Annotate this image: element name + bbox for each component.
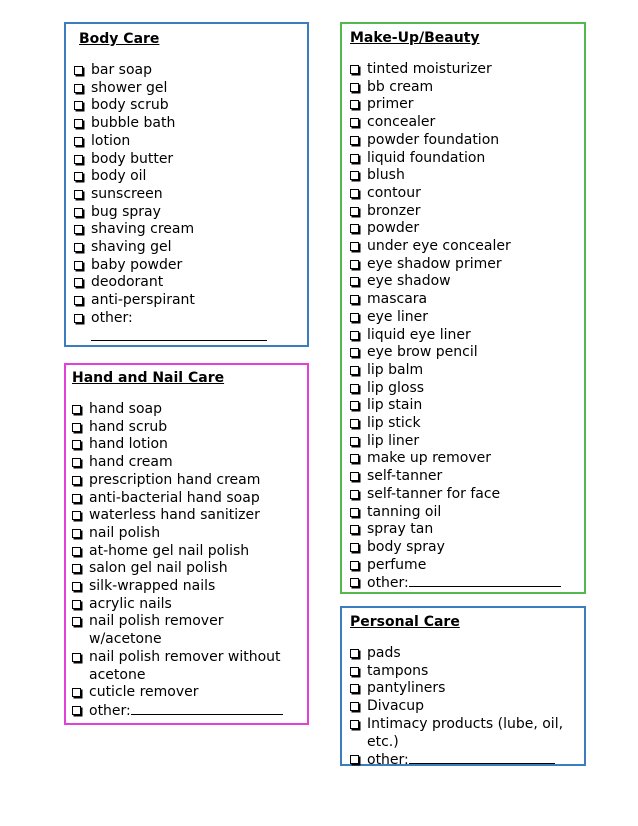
- checkbox-icon[interactable]: [72, 547, 81, 556]
- checklist-item: [350, 220, 576, 238]
- checklist-item: [350, 645, 576, 663]
- checklist-item: [350, 327, 576, 345]
- item-label: make up remover: [367, 450, 492, 467]
- item-label: other:: [367, 575, 409, 592]
- item-label: Divacup: [367, 698, 424, 715]
- item-label: body spray: [367, 538, 445, 555]
- item-label: primer: [367, 96, 414, 113]
- checkbox-icon[interactable]: [350, 348, 359, 357]
- item-label: waterless hand sanitizer: [89, 507, 260, 524]
- checklist-item: [74, 168, 299, 186]
- checkbox-icon[interactable]: [74, 261, 83, 270]
- item-label: other:: [89, 702, 131, 719]
- checkbox-icon[interactable]: [350, 207, 359, 216]
- item-label: shaving cream: [91, 221, 195, 238]
- item-label: salon gel nail polish: [89, 560, 228, 577]
- checkbox-icon[interactable]: [350, 242, 359, 251]
- item-label: powder foundation: [367, 131, 500, 148]
- checkbox-icon[interactable]: [350, 454, 359, 463]
- checkbox-icon[interactable]: [350, 578, 359, 587]
- item-label: tampons: [367, 662, 429, 679]
- checkbox-icon[interactable]: [74, 314, 83, 323]
- checkbox-icon[interactable]: [72, 600, 81, 609]
- checklist-item: [350, 380, 576, 398]
- checklist-item: [350, 203, 576, 221]
- checkbox-icon[interactable]: [74, 101, 83, 110]
- checklist-item: [74, 274, 299, 292]
- item-label: powder: [367, 220, 420, 237]
- makeup-beauty-list: [350, 61, 576, 593]
- checklist-item: [72, 472, 299, 490]
- checklist-item: [72, 401, 299, 419]
- checkbox-icon[interactable]: [74, 155, 83, 164]
- item-label: cuticle remover: [89, 684, 199, 701]
- checklist-item: [350, 450, 576, 468]
- item-label: lotion: [91, 132, 131, 149]
- item-label: concealer: [367, 114, 436, 131]
- checklist-item: [72, 436, 299, 454]
- checkbox-icon[interactable]: [72, 653, 81, 662]
- checklist-item: [74, 80, 299, 98]
- body-care-list: [74, 62, 299, 346]
- checkbox-icon[interactable]: [350, 83, 359, 92]
- item-label: under eye concealer: [367, 238, 511, 255]
- item-label: Intimacy products (lube, oil, etc.): [367, 715, 564, 750]
- checklist-item: [72, 596, 299, 614]
- item-label: baby powder: [91, 256, 183, 273]
- item-label: lip stick: [367, 415, 421, 432]
- checkbox-icon[interactable]: [350, 508, 359, 517]
- checkbox-icon[interactable]: [72, 582, 81, 591]
- item-label: bar soap: [91, 62, 152, 78]
- checklist-item: [350, 96, 576, 114]
- checklist-item-other: [72, 702, 299, 721]
- checkbox-icon[interactable]: [74, 208, 83, 217]
- checklist-item: [350, 521, 576, 539]
- checkbox-icon[interactable]: [350, 136, 359, 145]
- checklist-item: [350, 256, 576, 274]
- checklist-item: [74, 186, 299, 204]
- checkbox-icon[interactable]: [350, 260, 359, 269]
- checklist-item: [350, 150, 576, 168]
- checklist-item: [72, 525, 299, 543]
- item-label: nail polish: [89, 524, 161, 541]
- checkbox-icon[interactable]: [350, 667, 359, 676]
- checkbox-icon[interactable]: [350, 419, 359, 428]
- checkbox-icon[interactable]: [74, 84, 83, 93]
- checkbox-icon[interactable]: [350, 277, 359, 286]
- makeup-beauty-section: [340, 22, 586, 594]
- checklist-item-other: [350, 751, 576, 770]
- checkbox-icon[interactable]: [72, 440, 81, 449]
- checklist-item: [350, 716, 576, 751]
- checkbox-icon[interactable]: [74, 243, 83, 252]
- item-label: bb cream: [367, 78, 434, 95]
- checkbox-icon[interactable]: [74, 190, 83, 199]
- checklist-item: [350, 504, 576, 522]
- checklist-item: [74, 204, 299, 222]
- item-label: eye liner: [367, 308, 428, 325]
- item-label: anti-bacterial hand soap: [89, 489, 260, 506]
- checklist-item: [74, 151, 299, 169]
- item-label: hand soap: [89, 401, 162, 417]
- checklist-item: [350, 291, 576, 309]
- item-label: acrylic nails: [89, 595, 172, 612]
- item-label: liquid eye liner: [367, 326, 471, 343]
- hand-nail-care-title: Hand and Nail Care: [72, 370, 225, 386]
- item-label: at-home gel nail polish: [89, 542, 250, 559]
- checklist-item: [74, 292, 299, 310]
- checklist-item: [350, 663, 576, 681]
- checkbox-icon[interactable]: [72, 458, 81, 467]
- checkbox-icon[interactable]: [74, 137, 83, 146]
- item-label: liquid foundation: [367, 149, 486, 166]
- item-label: mascara: [367, 291, 428, 308]
- item-label: pantyliners: [367, 680, 446, 697]
- checklist-item: [74, 133, 299, 151]
- item-label: spray tan: [367, 521, 434, 538]
- checklist-item: [350, 698, 576, 716]
- item-label: eye brow pencil: [367, 344, 478, 361]
- checkbox-icon[interactable]: [72, 405, 81, 414]
- personal-care-list: [350, 645, 576, 770]
- item-label: shower gel: [91, 79, 168, 96]
- checklist-item: [72, 454, 299, 472]
- checklist-item: [74, 239, 299, 257]
- checkbox-icon[interactable]: [350, 171, 359, 180]
- checkbox-icon[interactable]: [350, 100, 359, 109]
- checkbox-icon[interactable]: [350, 154, 359, 163]
- checklist-item: [72, 578, 299, 596]
- personal-care-title: Personal Care: [350, 614, 460, 630]
- item-label: lip gloss: [367, 379, 425, 396]
- checkbox-icon[interactable]: [74, 278, 83, 287]
- checklist-item: [74, 115, 299, 133]
- checkbox-icon[interactable]: [350, 755, 359, 764]
- checklist-item: [350, 167, 576, 185]
- checklist-item: [350, 468, 576, 486]
- checklist-item: [72, 684, 299, 702]
- item-label: eye shadow primer: [367, 255, 502, 272]
- hand-nail-care-section: [64, 363, 309, 725]
- checkbox-icon[interactable]: [350, 561, 359, 570]
- fill-in-line[interactable]: [131, 702, 283, 715]
- item-label: deodorant: [91, 274, 164, 291]
- checklist-item: [74, 221, 299, 239]
- item-label: nail polish remover without acetone: [89, 648, 281, 683]
- checkbox-icon[interactable]: [72, 688, 81, 697]
- checkbox-icon[interactable]: [350, 189, 359, 198]
- checkbox-icon[interactable]: [350, 649, 359, 658]
- fill-in-line[interactable]: [409, 574, 561, 587]
- checkbox-icon[interactable]: [350, 702, 359, 711]
- item-label: perfume: [367, 556, 427, 573]
- checkbox-icon[interactable]: [350, 684, 359, 693]
- item-label: tinted moisturizer: [367, 61, 492, 77]
- checkbox-icon[interactable]: [350, 331, 359, 340]
- checklist-item: [72, 507, 299, 525]
- item-label: nail polish remover w/acetone: [89, 613, 224, 648]
- checklist-item: [72, 490, 299, 508]
- checklist-item: [72, 613, 279, 648]
- item-label: lip stain: [367, 397, 423, 414]
- checkbox-icon[interactable]: [72, 564, 81, 573]
- checkbox-icon[interactable]: [72, 476, 81, 485]
- item-label: body scrub: [91, 97, 169, 114]
- item-label: pads: [367, 645, 401, 661]
- item-label: hand scrub: [89, 418, 168, 435]
- checkbox-icon[interactable]: [74, 296, 83, 305]
- checklist-item-other: [350, 574, 576, 593]
- item-label: anti-perspirant: [91, 292, 195, 309]
- item-label: tanning oil: [367, 503, 442, 520]
- checklist-item: [350, 132, 576, 150]
- checklist-item: [350, 185, 576, 203]
- checkbox-icon[interactable]: [72, 617, 81, 626]
- checklist-item: [350, 397, 576, 415]
- checklist-item: [350, 433, 576, 451]
- checklist-item: [350, 309, 576, 327]
- checklist-item: [72, 543, 299, 561]
- checkbox-icon[interactable]: [72, 423, 81, 432]
- checklist-item: [350, 680, 576, 698]
- item-label: other:: [367, 752, 409, 769]
- checkbox-icon[interactable]: [74, 119, 83, 128]
- checkbox-icon[interactable]: [350, 65, 359, 74]
- checklist-item: [350, 61, 576, 79]
- checklist-item: [350, 362, 576, 380]
- checklist-item: [350, 415, 576, 433]
- fill-in-line[interactable]: [409, 751, 555, 764]
- item-label: prescription hand cream: [89, 471, 261, 488]
- checklist-item: [350, 79, 576, 97]
- checkbox-icon[interactable]: [74, 172, 83, 181]
- item-label: other:: [91, 309, 133, 326]
- checkbox-icon[interactable]: [350, 118, 359, 127]
- checklist-item: [350, 273, 576, 291]
- item-label: self-tanner for face: [367, 485, 501, 502]
- checklist-item: [72, 560, 299, 578]
- personal-care-section: [340, 606, 586, 769]
- checkbox-icon[interactable]: [72, 706, 81, 715]
- checkbox-icon[interactable]: [350, 224, 359, 233]
- checklist-item: [350, 344, 576, 362]
- checklist-item: [350, 539, 576, 557]
- item-label: blush: [367, 167, 405, 184]
- item-label: bubble bath: [91, 115, 176, 132]
- item-label: hand cream: [89, 454, 173, 471]
- checkbox-icon[interactable]: [350, 525, 359, 534]
- item-label: bronzer: [367, 202, 421, 219]
- item-label: sunscreen: [91, 185, 163, 202]
- checklist-item: [350, 114, 576, 132]
- checkbox-icon[interactable]: [74, 225, 83, 234]
- item-label: body oil: [91, 168, 147, 185]
- checkbox-icon[interactable]: [72, 494, 81, 503]
- fill-in-line[interactable]: [91, 328, 267, 341]
- checklist-item: [350, 557, 576, 575]
- checkbox-icon[interactable]: [350, 313, 359, 322]
- body-care-title: Body Care: [79, 31, 160, 47]
- checkbox-icon[interactable]: [350, 295, 359, 304]
- checkbox-icon[interactable]: [72, 511, 81, 520]
- item-label: bug spray: [91, 203, 161, 220]
- checklist-item: [74, 62, 299, 80]
- checkbox-icon[interactable]: [350, 366, 359, 375]
- checklist-item: [350, 238, 576, 256]
- checkbox-icon[interactable]: [350, 543, 359, 552]
- makeup-beauty-title: Make-Up/Beauty: [350, 30, 480, 46]
- checkbox-icon[interactable]: [350, 472, 359, 481]
- checkbox-icon[interactable]: [350, 437, 359, 446]
- item-label: silk-wrapped nails: [89, 578, 216, 595]
- checkbox-icon[interactable]: [350, 384, 359, 393]
- item-label: eye shadow: [367, 273, 451, 290]
- item-label: body butter: [91, 150, 174, 167]
- checklist-item: [72, 419, 299, 437]
- hand-nail-care-list: [72, 401, 299, 721]
- checkbox-icon[interactable]: [350, 401, 359, 410]
- checkbox-icon[interactable]: [350, 490, 359, 499]
- checklist-item: [350, 486, 576, 504]
- checkbox-icon[interactable]: [72, 529, 81, 538]
- checklist-item: [72, 649, 299, 684]
- item-label: shaving gel: [91, 239, 172, 256]
- checkbox-icon[interactable]: [74, 66, 83, 75]
- item-label: hand lotion: [89, 436, 168, 453]
- item-label: self-tanner: [367, 468, 443, 485]
- checklist-item-other: [74, 310, 299, 346]
- checklist-item: [74, 257, 299, 275]
- body-care-section: [64, 22, 309, 347]
- item-label: lip liner: [367, 432, 420, 449]
- item-label: lip balm: [367, 361, 424, 378]
- item-label: contour: [367, 184, 421, 201]
- checklist-item: [74, 97, 299, 115]
- checkbox-icon[interactable]: [350, 720, 359, 729]
